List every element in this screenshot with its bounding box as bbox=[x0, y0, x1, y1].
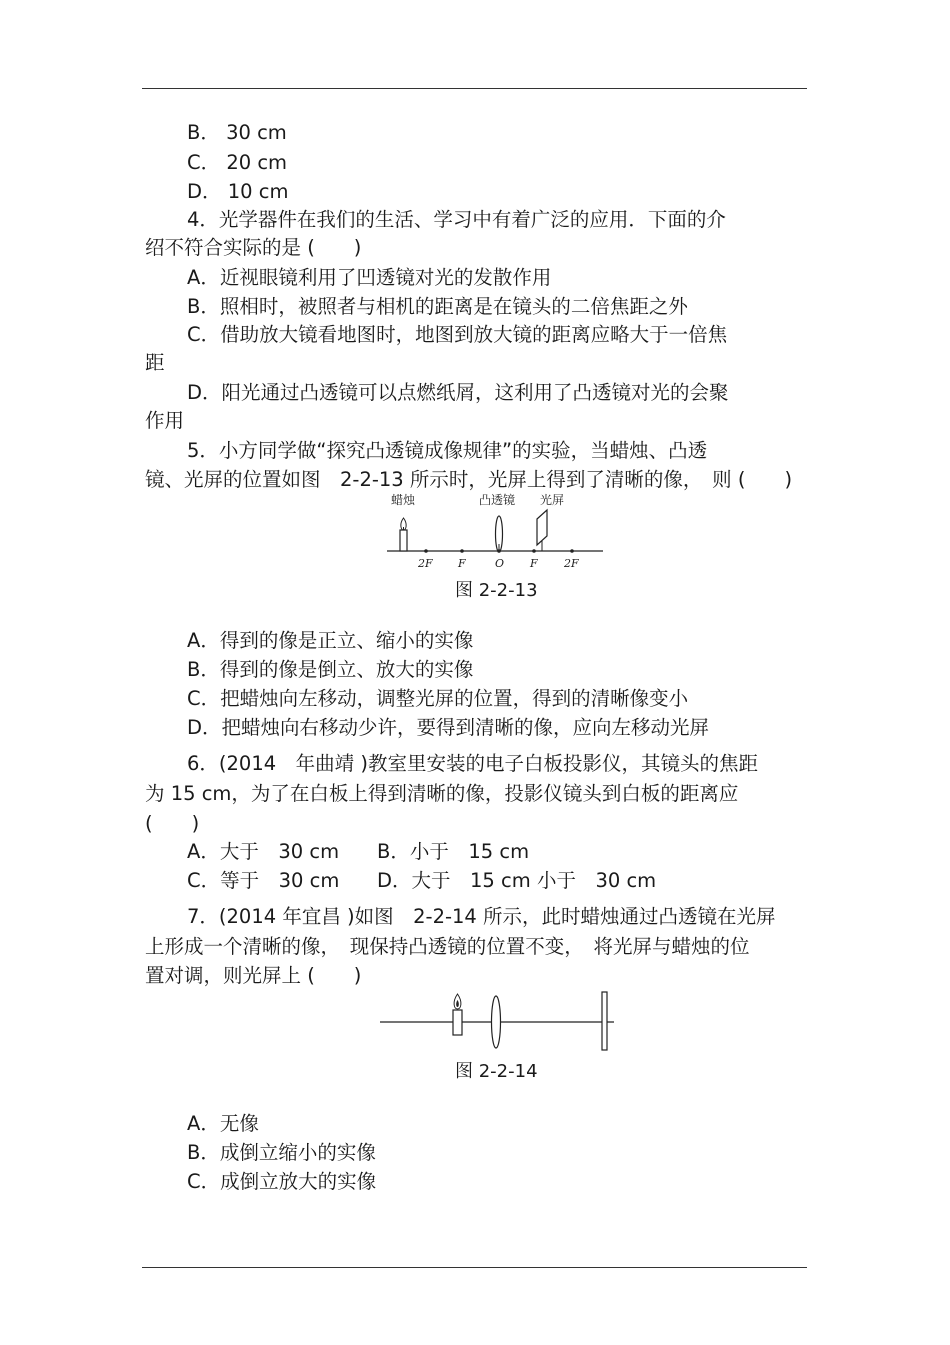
q5-option-c: C．把蜡烛向左移动，调整光屏的位置，得到的清晰像变小 bbox=[187, 687, 689, 710]
figure-caption-2-2-13: 图 2-2-13 bbox=[455, 580, 538, 601]
top-rule bbox=[142, 88, 807, 89]
q3-option-c: C． 20 cm bbox=[187, 151, 288, 174]
q4-option-d-line1: D．阳光通过凸透镜可以点燃纸屑，这利用了凸透镜对光的会聚 bbox=[187, 381, 729, 404]
candle-icon bbox=[400, 518, 407, 551]
q6-option-d: D．大于 15 cm 小于 30 cm bbox=[377, 869, 657, 892]
q6-stem-line1: 6．(2014 年曲靖 )教室里安装的电子白板投影仪，其镜头的焦距 bbox=[187, 752, 758, 775]
q7-option-c: C．成倒立放大的实像 bbox=[187, 1170, 377, 1193]
point-o bbox=[497, 549, 501, 553]
q5-option-a: A．得到的像是正立、缩小的实像 bbox=[187, 629, 474, 652]
q3-option-b: B． 30 cm bbox=[187, 121, 287, 144]
q5-stem-line1: 5．小方同学做“探究凸透镜成像规律”的实验，当蜡烛、凸透 bbox=[187, 439, 708, 462]
q7-option-a: A．无像 bbox=[187, 1112, 259, 1135]
q4-option-a: A．近视眼镜利用了凹透镜对光的发散作用 bbox=[187, 266, 552, 289]
label-screen: 光屏 bbox=[540, 493, 565, 507]
label-lens: 凸透镜 bbox=[479, 493, 516, 507]
candle-icon bbox=[453, 994, 462, 1035]
point-f-left bbox=[460, 549, 464, 553]
q6-option-a: A．大于 30 cm bbox=[187, 840, 340, 863]
figure-caption-2-2-14: 图 2-2-14 bbox=[455, 1061, 538, 1082]
q4-stem-line2: 绍不符合实际的是 ( ) bbox=[145, 236, 362, 259]
q4-option-c-line1: C．借助放大镜看地图时，地图到放大镜的距离应略大于一倍焦 bbox=[187, 323, 728, 346]
q4-option-d-line2: 作用 bbox=[145, 409, 185, 432]
q5-stem-line2: 镜、光屏的位置如图 2-2-13 所示时，光屏上得到了清晰的像， 则 ( ) bbox=[145, 468, 793, 491]
q4-option-b: B．照相时，被照者与相机的距离是在镜头的二倍焦距之外 bbox=[187, 295, 688, 318]
tick-2f-right: 2F bbox=[564, 557, 579, 570]
q7-option-b: B．成倒立缩小的实像 bbox=[187, 1141, 376, 1164]
tick-f-right: F bbox=[530, 557, 538, 570]
figure-2-2-14 bbox=[378, 988, 618, 1054]
q5-option-d: D．把蜡烛向右移动少许，要得到清晰的像，应向左移动光屏 bbox=[187, 716, 710, 739]
q4-stem-line1: 4．光学器件在我们的生活、学习中有着广泛的应用．下面的介 bbox=[187, 208, 726, 231]
tick-f-left: F bbox=[458, 557, 466, 570]
q4-option-c-line2: 距 bbox=[145, 351, 165, 374]
q7-stem-line1: 7．(2014 年宜昌 )如图 2-2-14 所示，此时蜡烛通过凸透镜在光屏 bbox=[187, 905, 776, 928]
tick-o: O bbox=[495, 557, 505, 570]
point-f-right bbox=[532, 549, 536, 553]
q7-stem-line3: 置对调，则光屏上 ( ) bbox=[145, 964, 362, 987]
q6-stem-line3: ( ) bbox=[145, 812, 200, 835]
point-2f-left bbox=[424, 549, 428, 553]
q6-option-b: B．小于 15 cm bbox=[377, 840, 530, 863]
bottom-rule bbox=[142, 1267, 807, 1268]
q6-stem-line2: 为 15 cm，为了在白板上得到清晰的像，投影仪镜头到白板的距离应 bbox=[145, 782, 739, 805]
q5-option-b: B．得到的像是倒立、放大的实像 bbox=[187, 658, 474, 681]
screen-icon bbox=[537, 510, 547, 545]
convex-lens-icon bbox=[492, 996, 501, 1048]
q7-stem-line2: 上形成一个清晰的像， 现保持凸透镜的位置不变， 将光屏与蜡烛的位 bbox=[145, 935, 750, 958]
label-candle: 蜡烛 bbox=[391, 493, 416, 507]
q6-option-c: C．等于 30 cm bbox=[187, 869, 340, 892]
q3-option-d: D． 10 cm bbox=[187, 180, 289, 203]
point-2f-right bbox=[570, 549, 574, 553]
tick-2f-left: 2F bbox=[418, 557, 433, 570]
figure-2-2-13 bbox=[385, 490, 605, 572]
screen-icon bbox=[602, 992, 607, 1050]
